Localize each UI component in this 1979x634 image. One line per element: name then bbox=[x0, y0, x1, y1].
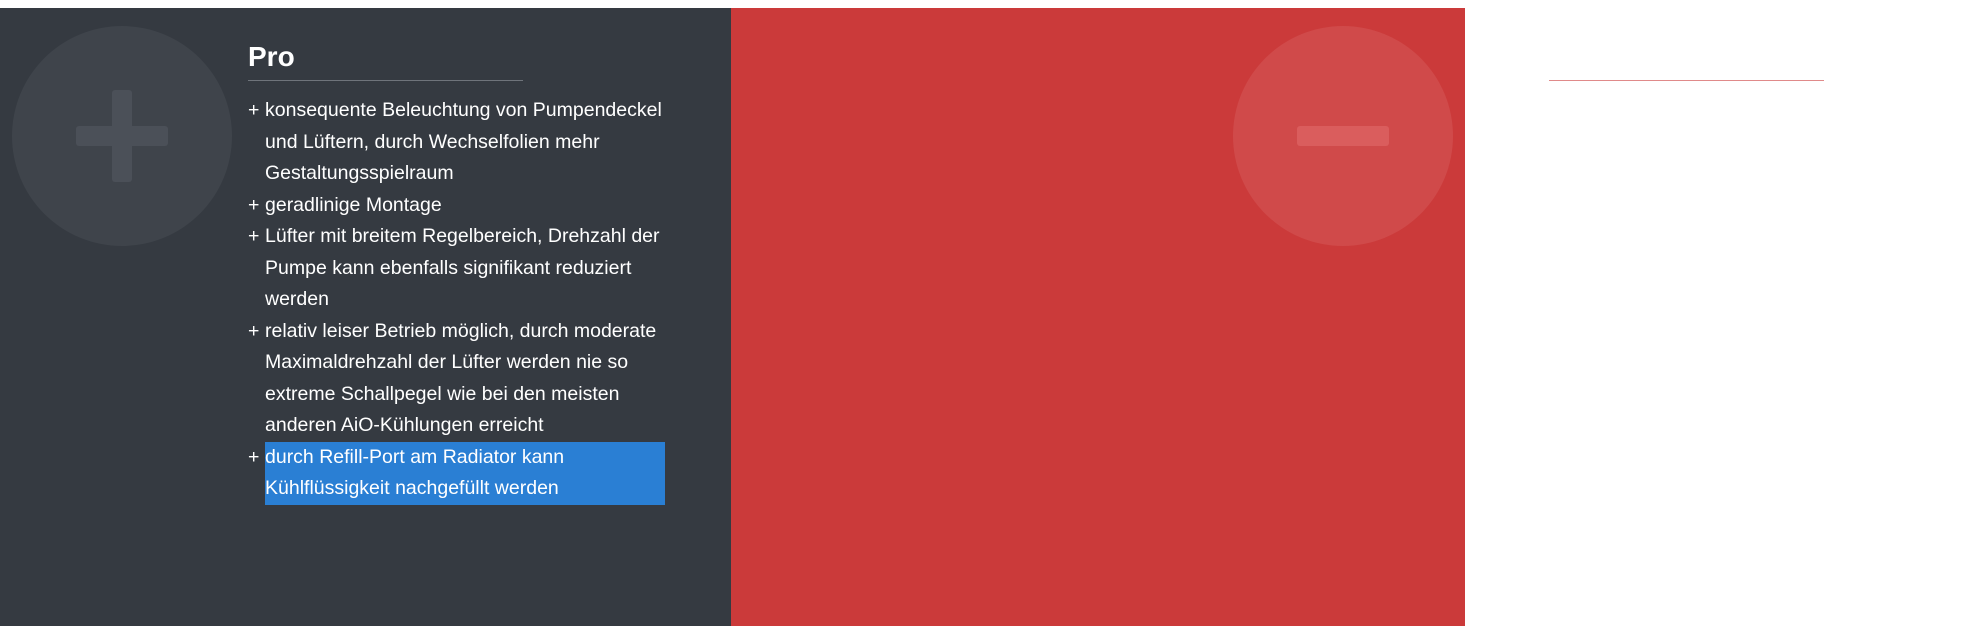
pro-title-underline bbox=[248, 80, 523, 81]
pro-marker: + bbox=[248, 193, 260, 216]
contra-panel bbox=[731, 8, 1963, 626]
list-item bbox=[1549, 253, 1979, 348]
panels-container bbox=[0, 8, 1963, 626]
contra-marker: - bbox=[1549, 193, 1556, 216]
pro-marker: + bbox=[248, 319, 260, 342]
pro-title: Pro bbox=[248, 41, 295, 72]
pro-marker: + bbox=[248, 445, 260, 468]
list-item bbox=[248, 190, 678, 222]
pro-item-text: relativ leiser Betrieb möglich, durch moderate Maximaldrehzahl der Lüfter werden nie so extreme Schallpegel wie bei den meisten anderen AiO-Kühlungen erreicht bbox=[265, 319, 657, 436]
list-item bbox=[248, 95, 678, 190]
plus-circle-icon bbox=[12, 26, 232, 246]
contra-item-text: anders als bei der Vorgängergeneration gehört keine Ersatz-Kühlflüssigkeit zum Lieferumfang bbox=[1566, 256, 1909, 342]
contra-marker: - bbox=[1549, 256, 1556, 279]
list-item bbox=[1549, 95, 1979, 190]
pro-list bbox=[248, 95, 678, 505]
pro-panel bbox=[0, 8, 731, 626]
contra-list bbox=[1549, 95, 1979, 347]
contra-content bbox=[1549, 40, 1979, 347]
pro-item-text: Lüfter mit breitem Regelbereich, Drehzahl der Pumpe kann ebenfalls signifikant reduziert werden bbox=[265, 225, 660, 310]
contra-item-text: Kühlleistung zwar solide, im Testfeld gibt es aber eine ganze Reihe von leistungsstärkeren 360-mm-Modellen bbox=[1566, 99, 1963, 184]
pro-item-text: konsequente Beleuchtung von Pumpendeckel und Lüftern, durch Wechselfolien mehr Gestaltungsspielraum bbox=[265, 99, 662, 184]
contra-item-text: Garantiedauer mit drei Jahren vergleichsweise kurz bbox=[1566, 193, 1826, 247]
contra-title: Kontra bbox=[1549, 41, 1640, 72]
list-item-selected bbox=[248, 442, 678, 505]
pro-marker: + bbox=[248, 225, 260, 247]
minus-circle-icon bbox=[1233, 26, 1453, 246]
list-item bbox=[248, 221, 678, 316]
pro-content bbox=[248, 40, 678, 505]
pro-item-text-highlighted[interactable]: durch Refill-Port am Radiator kann Kühlflüssigkeit nachgefüllt werden bbox=[265, 442, 665, 505]
contra-title-underline bbox=[1549, 80, 1824, 81]
list-item bbox=[248, 316, 678, 442]
minus-icon-bar bbox=[1297, 126, 1389, 146]
contra-marker: - bbox=[1549, 99, 1556, 121]
list-item bbox=[1549, 190, 1979, 253]
pro-item-text: geradlinige Montage bbox=[265, 193, 442, 216]
pro-marker: + bbox=[248, 99, 260, 121]
plus-icon-vertical-bar bbox=[112, 90, 132, 182]
